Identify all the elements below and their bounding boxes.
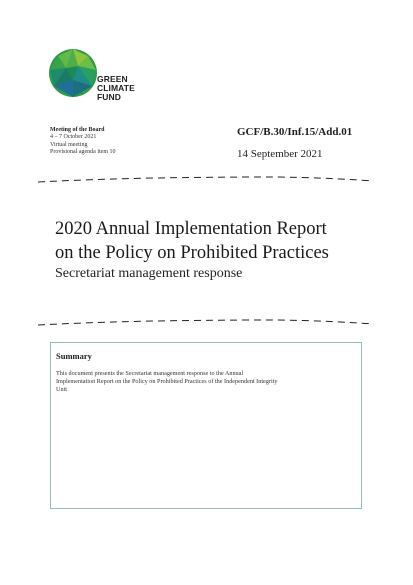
logo-wordmark <box>97 75 135 102</box>
summary-line-1: This document presents the Secretariat management response to the Annual <box>56 370 244 377</box>
document-date: 14 September 2021 <box>237 148 323 160</box>
summary-box <box>50 342 362 509</box>
meeting-label: Meeting of the Board <box>50 127 105 133</box>
summary-line-3: Unit <box>56 386 68 393</box>
meeting-agenda: Provisional agenda item 10 <box>50 149 116 156</box>
summary-heading: Summary <box>56 351 92 361</box>
summary-line-2: Implementation Report on the Policy on Prohibited Practices of the Independent Integrity <box>56 378 278 385</box>
document-reference: GCF/B.30/Inf.15/Add.01 <box>237 126 353 138</box>
title-line-2: on the Policy on Prohibited Practices <box>55 243 329 263</box>
logo-line-fund: FUND <box>97 92 122 102</box>
logo-line-green: GREEN <box>97 74 128 84</box>
meeting-info <box>50 127 200 157</box>
summary-text <box>56 370 356 394</box>
report-title <box>55 217 385 265</box>
green-climate-fund-globe-icon <box>48 48 98 98</box>
report-subtitle: Secretariat management response <box>55 266 243 281</box>
meeting-mode: Virtual meeting <box>50 141 88 148</box>
gcf-logo <box>48 48 158 108</box>
logo-line-climate: CLIMATE <box>97 83 135 93</box>
meeting-dates: 4 – 7 October 2021 <box>50 134 97 141</box>
bottom-divider <box>36 318 376 326</box>
title-line-1: 2020 Annual Implementation Report <box>55 219 327 239</box>
top-divider <box>36 176 376 184</box>
